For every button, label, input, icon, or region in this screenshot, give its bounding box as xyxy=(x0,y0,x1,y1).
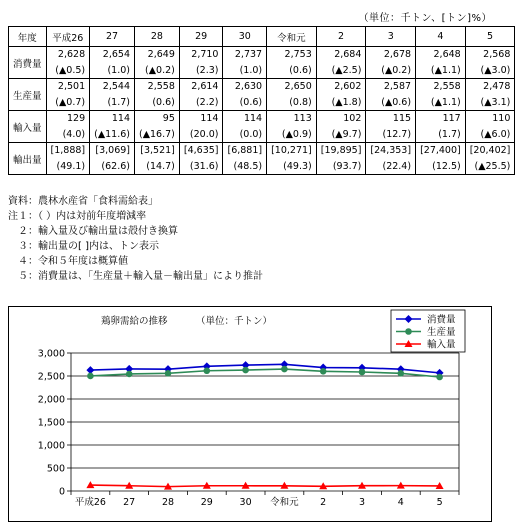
change-cell: (▲0.9) xyxy=(267,127,317,143)
value-cell: [4,635] xyxy=(179,143,223,159)
data-point xyxy=(405,328,412,335)
change-cell: (▲25.5) xyxy=(465,159,515,175)
value-cell: 2,501 xyxy=(46,79,90,95)
change-cell: (▲0.5) xyxy=(46,63,90,79)
change-cell: (▲0.2) xyxy=(366,63,416,79)
change-cell: (▲0.7) xyxy=(46,95,90,111)
data-point xyxy=(204,367,211,374)
chart-unit: （単位：千トン） xyxy=(196,316,273,327)
data-point xyxy=(165,370,172,377)
x-tick-label: 30 xyxy=(239,497,252,508)
note-line: ４：令和５年度は概算値 xyxy=(8,256,128,267)
value-cell: [10,271] xyxy=(267,143,317,159)
change-cell: (48.5) xyxy=(223,159,267,175)
data-point xyxy=(242,367,249,374)
value-cell: [3,521] xyxy=(135,143,180,159)
value-cell: 2,648 xyxy=(416,47,466,63)
change-cell: (0.6) xyxy=(223,95,267,111)
y-tick-label: 1,500 xyxy=(37,417,65,429)
year-header: 令和元 xyxy=(267,27,317,47)
value-cell: 2,602 xyxy=(316,79,366,95)
value-cell: 2,649 xyxy=(135,47,180,63)
value-cell: 110 xyxy=(465,111,515,127)
year-header: 5 xyxy=(465,27,515,47)
year-header: 30 xyxy=(223,27,267,47)
value-cell: [27,400] xyxy=(416,143,466,159)
corner-header: 年度 xyxy=(9,27,47,47)
year-header: 29 xyxy=(179,27,223,47)
change-cell: (▲3.0) xyxy=(465,63,515,79)
table-row-change xyxy=(9,159,515,175)
change-cell: (0.6) xyxy=(267,63,317,79)
note-line: ３：輸出量の[ ]内は、トン表示 xyxy=(8,241,159,252)
change-cell: (12.5) xyxy=(416,159,466,175)
table-row xyxy=(9,111,515,127)
value-cell: 2,614 xyxy=(179,79,223,95)
y-tick-label: 500 xyxy=(46,463,65,475)
x-tick-label: 27 xyxy=(123,497,136,508)
row-label: 輸入量 xyxy=(9,111,47,143)
table-row-change xyxy=(9,127,515,143)
value-cell: 2,558 xyxy=(416,79,466,95)
table-row xyxy=(9,143,515,159)
year-header: 27 xyxy=(90,27,135,47)
value-cell: 2,650 xyxy=(267,79,317,95)
value-cell: 102 xyxy=(316,111,366,127)
value-cell: [20,402] xyxy=(465,143,515,159)
value-cell: 2,628 xyxy=(46,47,90,63)
notes-block xyxy=(8,194,263,284)
unit-note: （単位：千トン、[トン]%） xyxy=(358,13,492,24)
value-cell: 2,737 xyxy=(223,47,267,63)
x-tick-label: 5 xyxy=(436,497,443,508)
value-cell: [24,353] xyxy=(366,143,416,159)
value-cell: 117 xyxy=(416,111,466,127)
change-cell: (49.3) xyxy=(267,159,317,175)
data-point xyxy=(436,374,443,381)
note-line: 資料：農林水産省「食料需給表」 xyxy=(8,196,158,207)
series-line xyxy=(90,364,439,373)
change-cell: (14.7) xyxy=(135,159,180,175)
value-cell: [1,888] xyxy=(46,143,90,159)
change-cell: (1.0) xyxy=(90,63,135,79)
change-cell: (49.1) xyxy=(46,159,90,175)
table-header-row xyxy=(9,27,515,47)
value-cell: 2,654 xyxy=(90,47,135,63)
change-cell: (2.2) xyxy=(179,95,223,111)
row-label: 生産量 xyxy=(9,79,47,111)
value-cell: [19,895] xyxy=(316,143,366,159)
data-point xyxy=(359,369,366,376)
change-cell: (1.7) xyxy=(416,127,466,143)
value-cell: 113 xyxy=(267,111,317,127)
series-line xyxy=(90,485,439,487)
change-cell: (0.8) xyxy=(267,95,317,111)
value-cell: 2,544 xyxy=(90,79,135,95)
change-cell: (20.0) xyxy=(179,127,223,143)
chart-frame xyxy=(8,306,492,522)
value-cell: 2,630 xyxy=(223,79,267,95)
value-cell: 114 xyxy=(90,111,135,127)
value-cell: 129 xyxy=(46,111,90,127)
table-row-change xyxy=(9,95,515,111)
x-tick-label: 令和元 xyxy=(270,497,299,508)
x-tick-label: 2 xyxy=(320,497,327,508)
y-tick-label: 2,000 xyxy=(37,394,65,406)
value-cell: 2,678 xyxy=(366,47,416,63)
value-cell: 114 xyxy=(179,111,223,127)
year-header: 平成26 xyxy=(46,27,90,47)
change-cell: (12.7) xyxy=(366,127,416,143)
change-cell: (1.7) xyxy=(90,95,135,111)
change-cell: (▲1.1) xyxy=(416,95,466,111)
value-cell: [3,069] xyxy=(90,143,135,159)
note-line: 注１：（ ）内は対前年度増減率 xyxy=(8,211,147,222)
change-cell: (▲3.1) xyxy=(465,95,515,111)
value-cell: 2,558 xyxy=(135,79,180,95)
change-cell: (▲2.5) xyxy=(316,63,366,79)
value-cell: 115 xyxy=(366,111,416,127)
x-tick-label: 29 xyxy=(200,497,213,508)
y-tick-label: 3,000 xyxy=(37,348,65,360)
table-row xyxy=(9,47,515,63)
x-tick-label: 平成26 xyxy=(74,497,106,508)
value-cell: [6,881] xyxy=(223,143,267,159)
data-point xyxy=(398,370,405,377)
year-header: 3 xyxy=(366,27,416,47)
change-cell: (▲6.0) xyxy=(465,127,515,143)
line-chart xyxy=(9,307,491,521)
data-point xyxy=(320,368,327,375)
row-label: 消費量 xyxy=(9,47,47,79)
change-cell: (▲16.7) xyxy=(135,127,180,143)
data-point xyxy=(126,371,133,378)
value-cell: 2,753 xyxy=(267,47,317,63)
legend-label: 消費量 xyxy=(427,314,456,326)
change-cell: (▲0.2) xyxy=(135,63,180,79)
change-cell: (0.0) xyxy=(223,127,267,143)
change-cell: (0.6) xyxy=(135,95,180,111)
change-cell: (31.6) xyxy=(179,159,223,175)
x-tick-label: 4 xyxy=(397,497,404,508)
change-cell: (▲9.7) xyxy=(316,127,366,143)
legend-label: 輸入量 xyxy=(427,339,456,351)
change-cell: (2.3) xyxy=(179,63,223,79)
value-cell: 2,710 xyxy=(179,47,223,63)
change-cell: (▲1.8) xyxy=(316,95,366,111)
change-cell: (62.6) xyxy=(90,159,135,175)
legend-label: 生産量 xyxy=(427,327,456,338)
change-cell: (22.4) xyxy=(366,159,416,175)
data-point xyxy=(281,366,288,373)
x-tick-label: 3 xyxy=(358,497,366,508)
value-cell: 95 xyxy=(135,111,180,127)
change-cell: (▲0.6) xyxy=(366,95,416,111)
year-header: 28 xyxy=(135,27,180,47)
chart-title: 鶏卵需給の推移 xyxy=(101,316,168,327)
value-cell: 114 xyxy=(223,111,267,127)
change-cell: (4.0) xyxy=(46,127,90,143)
table-row-change xyxy=(9,63,515,79)
table-row xyxy=(9,79,515,95)
value-cell: 2,684 xyxy=(316,47,366,63)
change-cell: (93.7) xyxy=(316,159,366,175)
y-tick-label: 0 xyxy=(58,486,65,498)
egg-supply-table xyxy=(8,26,515,175)
data-point xyxy=(87,373,94,380)
x-tick-label: 28 xyxy=(161,497,175,508)
y-tick-label: 2,500 xyxy=(37,371,65,383)
y-tick-label: 1,000 xyxy=(37,440,65,452)
note-line: ５：消費量は、「生産量＋輸入量－輸出量」により推計 xyxy=(8,271,263,282)
year-header: 2 xyxy=(316,27,366,47)
value-cell: 2,478 xyxy=(465,79,515,95)
value-cell: 2,587 xyxy=(366,79,416,95)
year-header: 4 xyxy=(416,27,466,47)
change-cell: (▲11.6) xyxy=(90,127,135,143)
value-cell: 2,568 xyxy=(465,47,515,63)
change-cell: (▲1.1) xyxy=(416,63,466,79)
row-label: 輸出量 xyxy=(9,143,47,175)
note-line: ２：輸入量及び輸出量は殻付き換算 xyxy=(8,226,178,237)
change-cell: (1.0) xyxy=(223,63,267,79)
